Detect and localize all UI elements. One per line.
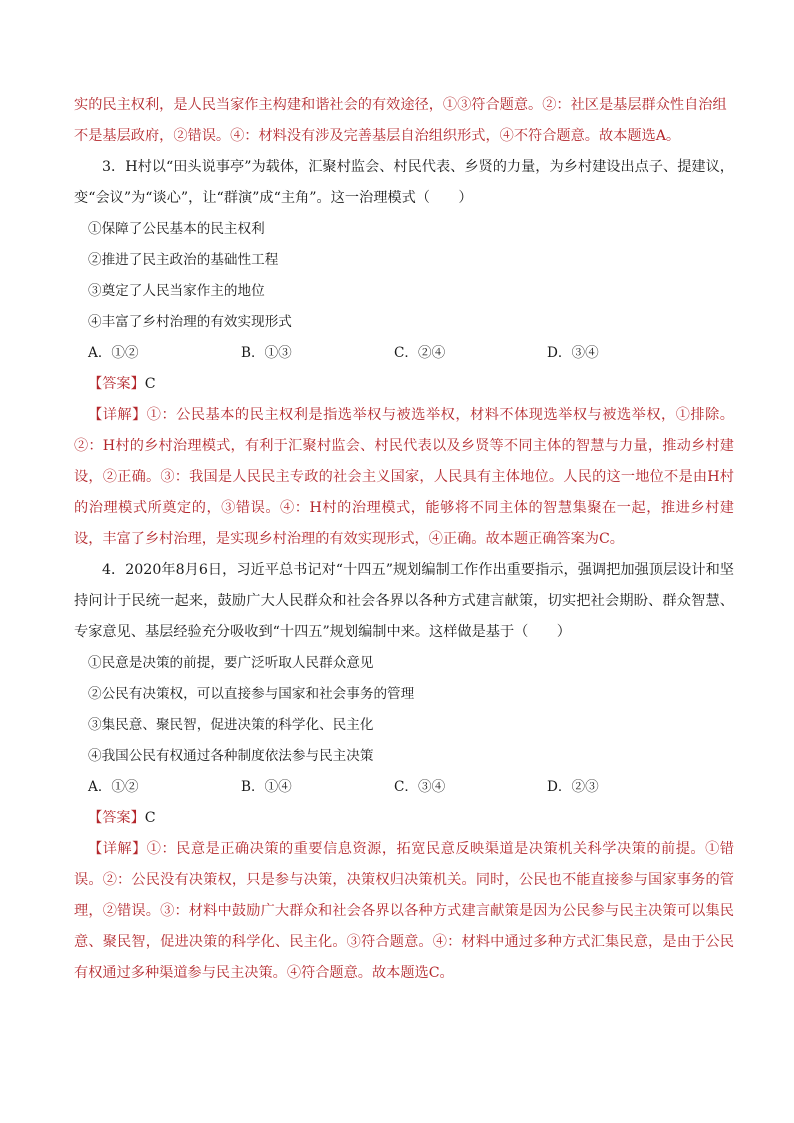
question-3-option-3: ③奠定了人民当家作主的地位 xyxy=(88,283,265,299)
question-4-option-2: ②公民有决策权，可以直接参与国家和社会事务的管理 xyxy=(88,686,415,702)
question-3-choice-d: D．③④ xyxy=(547,345,599,361)
question-4-stem: 4．2020年8月6日，习近平总书记对“十四五”规划编制工作作出重要指示，强调把加强顶层设计和坚持问计于民统一起来，鼓励广大人民群众和社会各界以各种方式建言献策，切实把社会期盼、群众智慧、专家意见、基层经验充分吸收到“十四五”规划编制中来。这样做是基于（ ） xyxy=(74,562,734,640)
question-4-choice-a: A．①② xyxy=(88,779,139,795)
question-3-option-4: ④丰富了乡村治理的有效实现形式 xyxy=(88,314,292,330)
answer-label: 【答案】 xyxy=(88,810,145,826)
question-4-option-3: ③集民意、聚民智，促进决策的科学化、民主化 xyxy=(88,717,374,733)
question-3-choice-a: A．①② xyxy=(88,345,139,361)
answer-value: C xyxy=(144,810,156,826)
question-3-detail xyxy=(74,400,734,555)
question-3-choices xyxy=(74,338,734,369)
question-4-choices xyxy=(74,772,734,803)
question-3-answer xyxy=(74,369,734,400)
previous-detail-line-1: 实的民主权利，是人民当家作主构建和谐社会的有效途径，①③符合题意。②：社区是基层群众性自治组 xyxy=(74,97,727,113)
question-3-choice-b: B．①③ xyxy=(241,345,292,361)
detail-label: 【详解】 xyxy=(88,841,147,857)
question-3-option-2: ②推进了民主政治的基础性工程 xyxy=(88,252,279,268)
question-4-choice-b: B．①④ xyxy=(241,779,292,795)
answer-label: 【答案】 xyxy=(88,376,145,392)
question-4-option-4: ④我国公民有权通过各种制度依法参与民主决策 xyxy=(88,748,374,764)
question-4-detail xyxy=(74,834,734,989)
question-4-option-1: ①民意是决策的前提，要广泛听取人民群众意见 xyxy=(88,655,374,671)
page-content xyxy=(74,90,734,989)
previous-detail-line-2: 不是基层政府，②错误。④：材料没有涉及完善基层自治组织形式，④不符合题意。故本题选A。 xyxy=(74,128,681,144)
question-3-choice-c: C．②④ xyxy=(394,345,446,361)
question-4-choice-c: C．③④ xyxy=(394,779,446,795)
question-3-option-1: ①保障了公民基本的民主权利 xyxy=(88,221,265,237)
question-3-stem: 3．H村以“田头说事亭”为载体，汇聚村监会、村民代表、乡贤的力量，为乡村建设出点子、提建议，变“会议”为“谈心”，让“群演”成“主角”。这一治理模式（ ） xyxy=(74,159,734,206)
detail-text: ①：公民基本的民主权利是指选举权与被选举权，材料不体现选举权与被选举权，①排除。②：H村的乡村治理模式，有利于汇聚村监会、村民代表以及乡贤等不同主体的智慧与力量，推动乡村建设，②正确。③：我国是人民民主专政的社会主义国家，人民具有主体地位。人民的这一地位不是由H村的治理模式所奠定的，③错误。④：H村的治理模式，能够将不同主体的智慧集聚在一起，推进乡村建设，丰富了乡村治理，是实现乡村治理的有效实现形式，④正确。故本题正确答案为C。 xyxy=(74,407,734,547)
answer-value: C xyxy=(144,376,156,392)
detail-label: 【详解】 xyxy=(88,407,147,423)
question-4-answer xyxy=(74,803,734,834)
detail-text: ①：民意是正确决策的重要信息资源，拓宽民意反映渠道是决策机关科学决策的前提。①错误。②：公民没有决策权，只是参与决策，决策权归决策机关。同时，公民也不能直接参与国家事务的管理，②错误。③：材料中鼓励广大群众和社会各界以各种方式建言献策是因为公民参与民主决策可以集民意、聚民智，促进决策的科学化、民主化。③符合题意。④：材料中通过多种方式汇集民意，是由于公民有权通过多种渠道参与民主决策。④符合题意。故本题选C。 xyxy=(74,841,734,981)
question-4-choice-d: D．②③ xyxy=(547,779,599,795)
